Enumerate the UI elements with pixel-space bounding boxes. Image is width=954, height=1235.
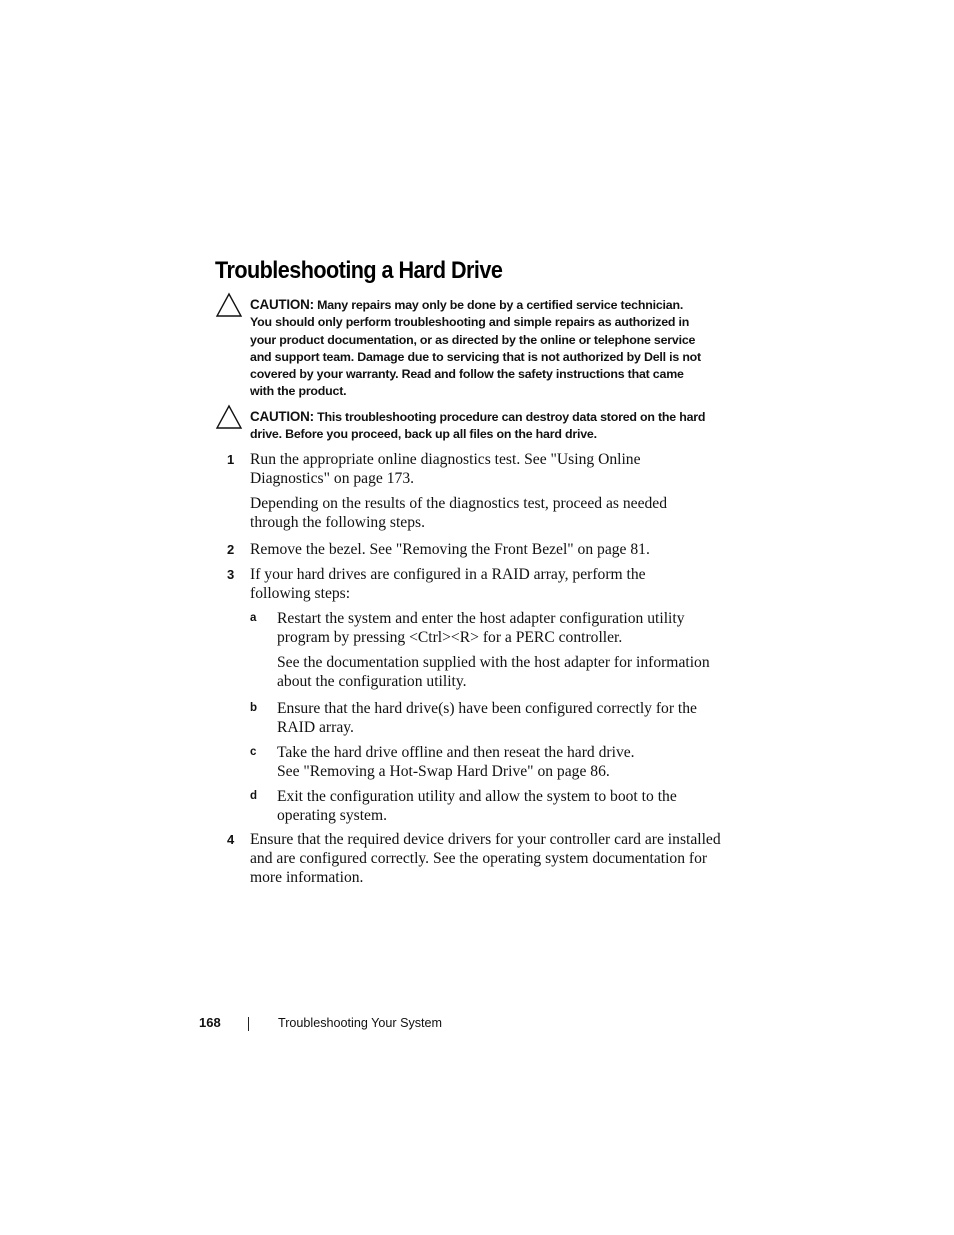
page-title: Troubleshooting a Hard Drive — [215, 257, 503, 284]
substep-text — [277, 609, 685, 647]
caution-line: and support team. Damage due to servicing that is not authorized by Dell is not — [250, 349, 701, 364]
step-line: Take the hard drive offline and then reseat the hard drive. — [277, 744, 635, 761]
step-line: about the configuration utility. — [277, 673, 467, 690]
step-line: Remove the bezel. See "Removing the Front Bezel" on page 81. — [250, 541, 650, 558]
caution-text — [250, 296, 750, 401]
caution-icon — [215, 404, 243, 430]
substep-paragraph — [277, 653, 710, 691]
step-line: operating system. — [277, 807, 388, 824]
step-line: program by pressing <Ctrl><R> for a PERC controller. — [277, 629, 623, 646]
step-line: If your hard drives are configured in a RAID array, perform the — [250, 566, 646, 583]
caution-line: covered by your warranty. Read and follow the safety instructions that came — [250, 367, 684, 382]
step-line: more information. — [250, 869, 364, 886]
caution-line: This troubleshooting procedure can destroy data stored on the hard — [317, 410, 706, 424]
footer-section-title: Troubleshooting Your System — [278, 1016, 443, 1030]
step-line: Depending on the results of the diagnostics test, proceed as needed — [250, 495, 668, 512]
caution-line: drive. Before you proceed, back up all files on the hard drive. — [250, 427, 597, 442]
step-line: through the following steps. — [250, 514, 425, 531]
caution-line: with the product. — [250, 384, 347, 399]
step-line: and are configured correctly. See the operating system documentation for — [250, 850, 708, 867]
step-line: See the documentation supplied with the host adapter for information — [277, 654, 710, 671]
substep-text — [277, 699, 697, 737]
page-number: 168 — [199, 1015, 221, 1030]
step-line: Ensure that the required device drivers for your controller card are installed — [250, 831, 721, 848]
substep-letter: d — [250, 790, 258, 802]
step-line: Ensure that the hard drive(s) have been configured correctly for the — [277, 700, 697, 717]
substep-letter: b — [250, 702, 258, 714]
caution-label: CAUTION: — [250, 297, 314, 312]
step-text — [250, 450, 641, 488]
step-number: 3 — [227, 567, 235, 582]
step-paragraph — [250, 494, 667, 532]
caution-icon — [215, 292, 243, 318]
step-line: following steps: — [250, 585, 351, 602]
footer-divider — [248, 1017, 249, 1031]
step-line: Diagnostics" on page 173. — [250, 470, 415, 487]
step-line: See "Removing a Hot-Swap Hard Drive" on page 86. — [277, 763, 610, 780]
step-text — [250, 565, 646, 603]
step-text — [250, 830, 721, 887]
caution-text — [250, 408, 750, 444]
substep-letter: a — [250, 612, 257, 624]
step-text — [250, 540, 650, 559]
step-number: 2 — [227, 542, 235, 557]
substep-text — [277, 787, 677, 825]
caution-line: Many repairs may only be done by a certified service technician. — [317, 298, 684, 312]
caution-line: You should only perform troubleshooting and simple repairs as authorized in — [250, 315, 690, 330]
step-line: Exit the configuration utility and allow the system to boot to the — [277, 788, 677, 805]
step-line: Run the appropriate online diagnostics test. See "Using Online — [250, 451, 641, 468]
caution-label: CAUTION: — [250, 409, 314, 424]
step-number: 4 — [227, 832, 235, 847]
substep-text — [277, 743, 635, 781]
step-line: Restart the system and enter the host adapter configuration utility — [277, 610, 685, 627]
substep-letter: c — [250, 746, 257, 758]
step-line: RAID array. — [277, 719, 354, 736]
caution-line: your product documentation, or as directed by the online or telephone service — [250, 332, 696, 347]
step-number: 1 — [227, 452, 235, 467]
